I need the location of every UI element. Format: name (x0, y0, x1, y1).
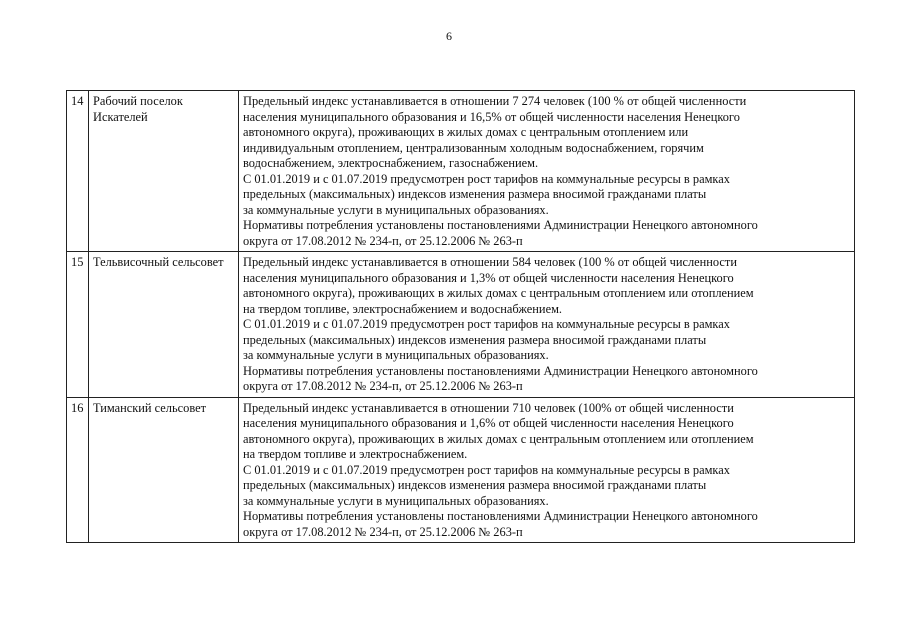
page-number: 6 (446, 29, 452, 43)
description-cell (239, 91, 855, 252)
description-line: населения муниципального образования и 1,3% от общей численности населения Ненецкого (243, 270, 734, 285)
municipality-name-line: Тельвисочный сельсовет (93, 255, 224, 269)
description-line: Нормативы потребления установлены постановлениями Администрации Ненецкого автономного (243, 218, 758, 232)
description-cell (239, 397, 855, 543)
table-row (67, 252, 855, 398)
description-line: автономного округа), проживающих в жилых домах с центральным отоплением или отоплением (243, 431, 754, 446)
table-row (67, 91, 855, 252)
description-line: С 01.01.2019 и с 01.07.2019 предусмотрен рост тарифов на коммунальные ресурсы в рамках (243, 462, 730, 477)
description-line: Предельный индекс устанавливается в отношении 7 274 человек (100 % от общей численности (243, 94, 747, 108)
description-line: индивидуальным отоплением, централизованным холодным водоснабжением, горячим (243, 140, 704, 155)
municipality-name-cell (89, 91, 239, 252)
description-line: предельных (максимальных) индексов изменения размера вносимой гражданами платы (243, 332, 707, 347)
table-body (67, 91, 855, 543)
description-line: округа от 17.08.2012 № 234-п, от 25.12.2006 № 263-п (243, 379, 523, 393)
row-number: 16 (67, 397, 89, 543)
municipality-name-cell (89, 397, 239, 543)
description-line: за коммунальные услуги в муниципальных образованиях. (243, 348, 549, 362)
table-row (67, 397, 855, 543)
description-line: С 01.01.2019 и с 01.07.2019 предусмотрен рост тарифов на коммунальные ресурсы в рамках (243, 171, 730, 186)
municipality-name-line: Искателей (93, 109, 148, 124)
description-line: автономного округа), проживающих в жилых домах с центральным отоплением или отоплением (243, 286, 754, 300)
description-line: населения муниципального образования и 16,5% от общей численности населения Ненецкого (243, 109, 740, 124)
description-line: округа от 17.08.2012 № 234-п, от 25.12.2006 № 263-п (243, 524, 523, 539)
description-line: Предельный индекс устанавливается в отношении 584 человек (100 % от общей численности (243, 255, 737, 269)
row-number: 14 (67, 91, 89, 252)
description-line: Нормативы потребления установлены постановлениями Администрации Ненецкого автономного (243, 509, 758, 523)
description-line: на твердом топливе, электроснабжением и водоснабжением. (243, 301, 563, 316)
description-line: населения муниципального образования и 1,6% от общей численности населения Ненецкого (243, 416, 734, 430)
description-line: автономного округа), проживающих в жилых домах с центральным отоплением или (243, 125, 689, 139)
description-cell (239, 252, 855, 398)
tariff-table (66, 90, 855, 543)
description-line: на твердом топливе и электроснабжением. (243, 447, 468, 461)
description-line: С 01.01.2019 и с 01.07.2019 предусмотрен рост тарифов на коммунальные ресурсы в рамках (243, 317, 730, 331)
description-line: за коммунальные услуги в муниципальных образованиях. (243, 493, 549, 508)
description-line: предельных (максимальных) индексов изменения размера вносимой гражданами платы (243, 187, 707, 201)
description-line: водоснабжением, электроснабжением, газоснабжением. (243, 156, 539, 170)
description-line: предельных (максимальных) индексов изменения размера вносимой гражданами платы (243, 478, 707, 492)
municipality-name-line: Рабочий поселок (93, 94, 183, 108)
description-line: Нормативы потребления установлены постановлениями Администрации Ненецкого автономного (243, 363, 758, 378)
description-line: Предельный индекс устанавливается в отношении 710 человек (100% от общей численности (243, 400, 734, 415)
row-number: 15 (67, 252, 89, 398)
municipality-name-line: Тиманский сельсовет (93, 400, 207, 415)
description-line: округа от 17.08.2012 № 234-п, от 25.12.2006 № 263-п (243, 233, 523, 248)
municipality-name-cell (89, 252, 239, 398)
description-line: за коммунальные услуги в муниципальных образованиях. (243, 202, 549, 217)
